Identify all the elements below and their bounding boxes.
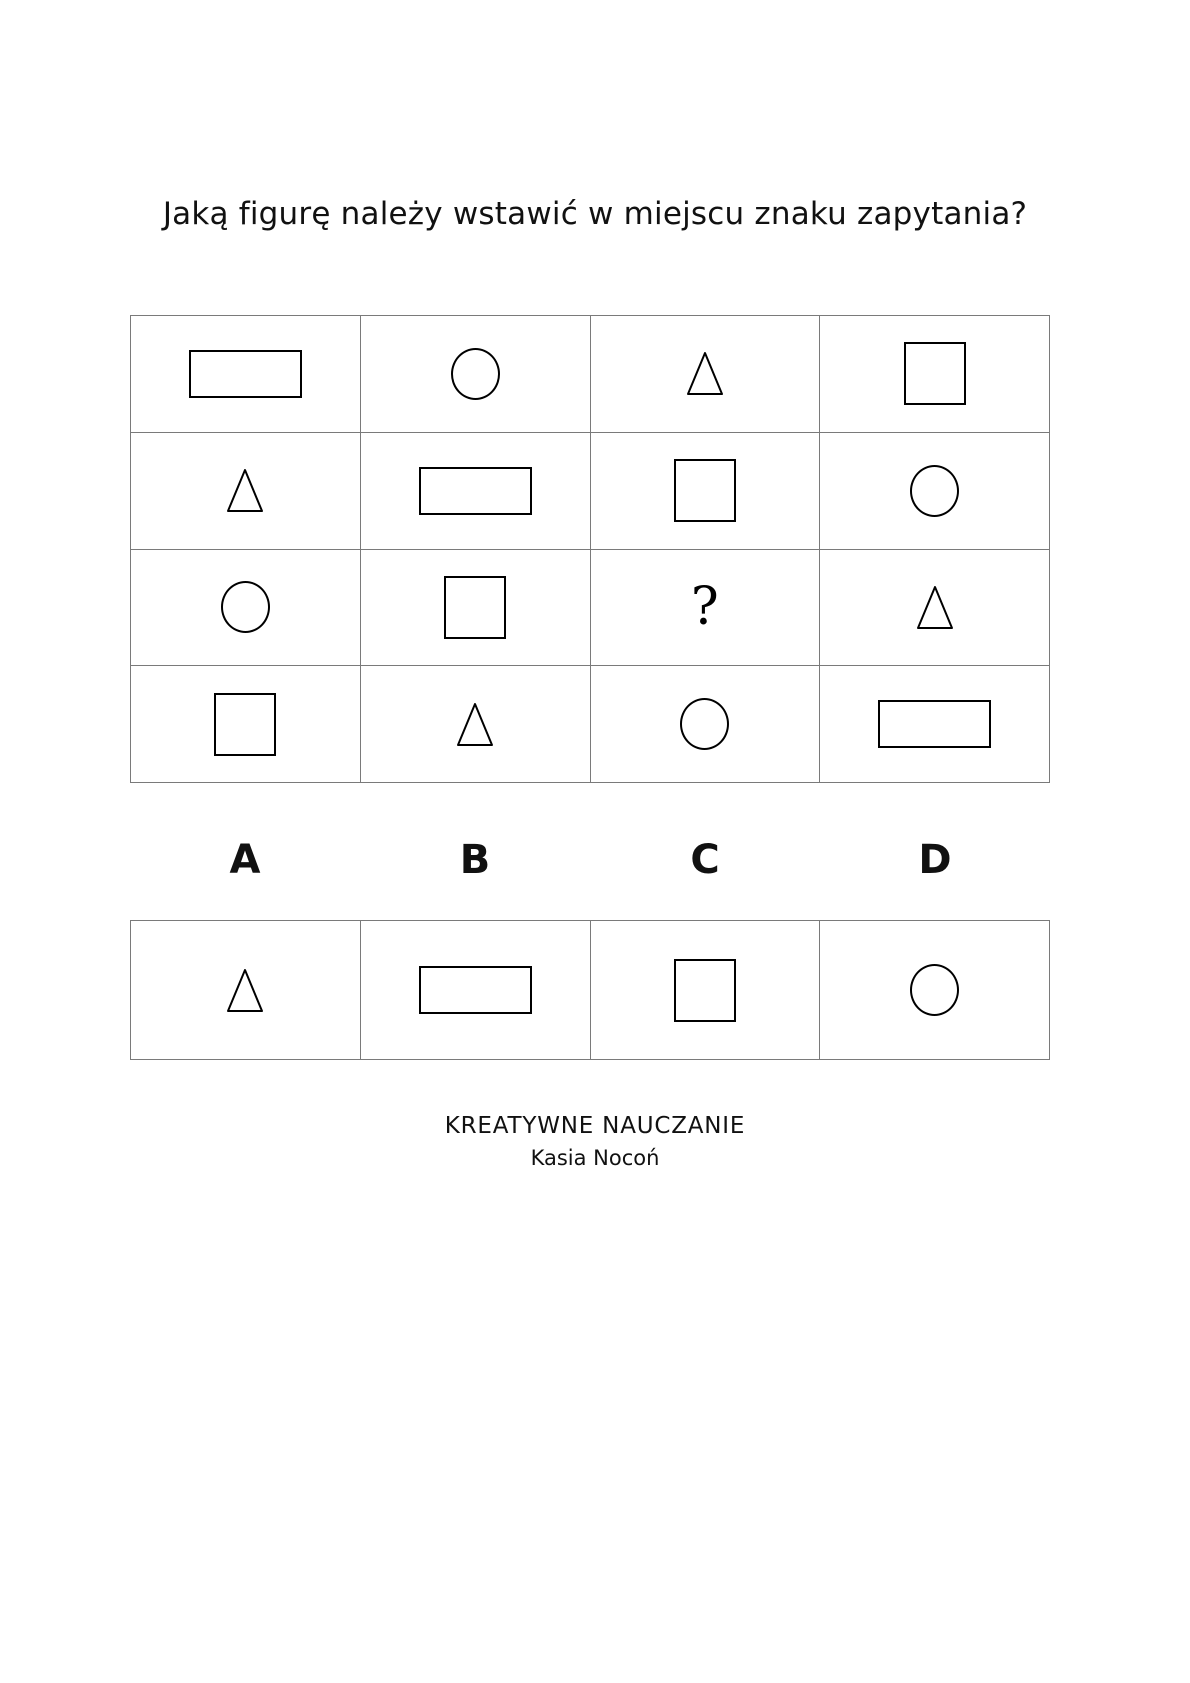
triangle-shape bbox=[226, 968, 264, 1013]
circle-shape bbox=[910, 964, 959, 1016]
puzzle-cell-r4c3 bbox=[590, 665, 820, 782]
page-title: Jaką figurę należy wstawić w miejscu znaku zapytania? bbox=[162, 196, 1028, 232]
answer-label-b: B bbox=[459, 837, 491, 883]
puzzle-cell-r2c3 bbox=[590, 432, 820, 549]
puzzle-cell-r3c3 bbox=[590, 549, 820, 666]
square-shape bbox=[674, 959, 736, 1022]
triangle-shape bbox=[226, 468, 264, 513]
triangle-shape bbox=[686, 351, 724, 396]
circle-shape bbox=[221, 581, 270, 633]
puzzle-cell-r4c4 bbox=[819, 665, 1049, 782]
circle-shape bbox=[910, 465, 959, 517]
rectangle-shape bbox=[878, 700, 991, 748]
answer-option-d bbox=[819, 920, 1049, 1059]
answer-option-c bbox=[590, 920, 820, 1059]
square-shape bbox=[444, 576, 506, 639]
answer-label-d: D bbox=[918, 837, 952, 883]
footer-author: Kasia Nocoń bbox=[530, 1146, 660, 1170]
circle-shape bbox=[680, 698, 729, 750]
puzzle-cell-r3c4 bbox=[819, 549, 1049, 666]
answer-option-b bbox=[360, 920, 590, 1059]
square-shape bbox=[904, 342, 966, 405]
question-mark: ? bbox=[690, 577, 719, 638]
rectangle-shape bbox=[189, 350, 302, 398]
puzzle-cell-r1c4 bbox=[819, 315, 1049, 432]
rectangle-shape bbox=[419, 966, 532, 1014]
footer bbox=[0, 1113, 1190, 1170]
puzzle-cell-r3c1 bbox=[130, 549, 360, 666]
puzzle-cell-r1c3 bbox=[590, 315, 820, 432]
puzzle-cell-r2c1 bbox=[130, 432, 360, 549]
rectangle-shape bbox=[419, 467, 532, 515]
puzzle-grid bbox=[130, 315, 1050, 783]
answer-label-c: C bbox=[690, 837, 720, 883]
triangle-shape bbox=[456, 702, 494, 747]
puzzle-cell-r4c2 bbox=[360, 665, 590, 782]
triangle-shape bbox=[916, 585, 954, 630]
puzzle-cell-r2c2 bbox=[360, 432, 590, 549]
puzzle-cell-r3c2 bbox=[360, 549, 590, 666]
answer-labels-row bbox=[130, 836, 1050, 884]
answer-option-a bbox=[130, 920, 360, 1059]
answer-label-a: A bbox=[229, 837, 261, 883]
puzzle-cell-r1c2 bbox=[360, 315, 590, 432]
footer-brand: KREATYWNE NAUCZANIE bbox=[444, 1113, 746, 1139]
puzzle-cell-r1c1 bbox=[130, 315, 360, 432]
answer-options-grid bbox=[130, 920, 1050, 1060]
puzzle-cell-r2c4 bbox=[819, 432, 1049, 549]
square-shape bbox=[214, 693, 276, 756]
puzzle-cell-r4c1 bbox=[130, 665, 360, 782]
circle-shape bbox=[451, 348, 500, 400]
square-shape bbox=[674, 459, 736, 522]
